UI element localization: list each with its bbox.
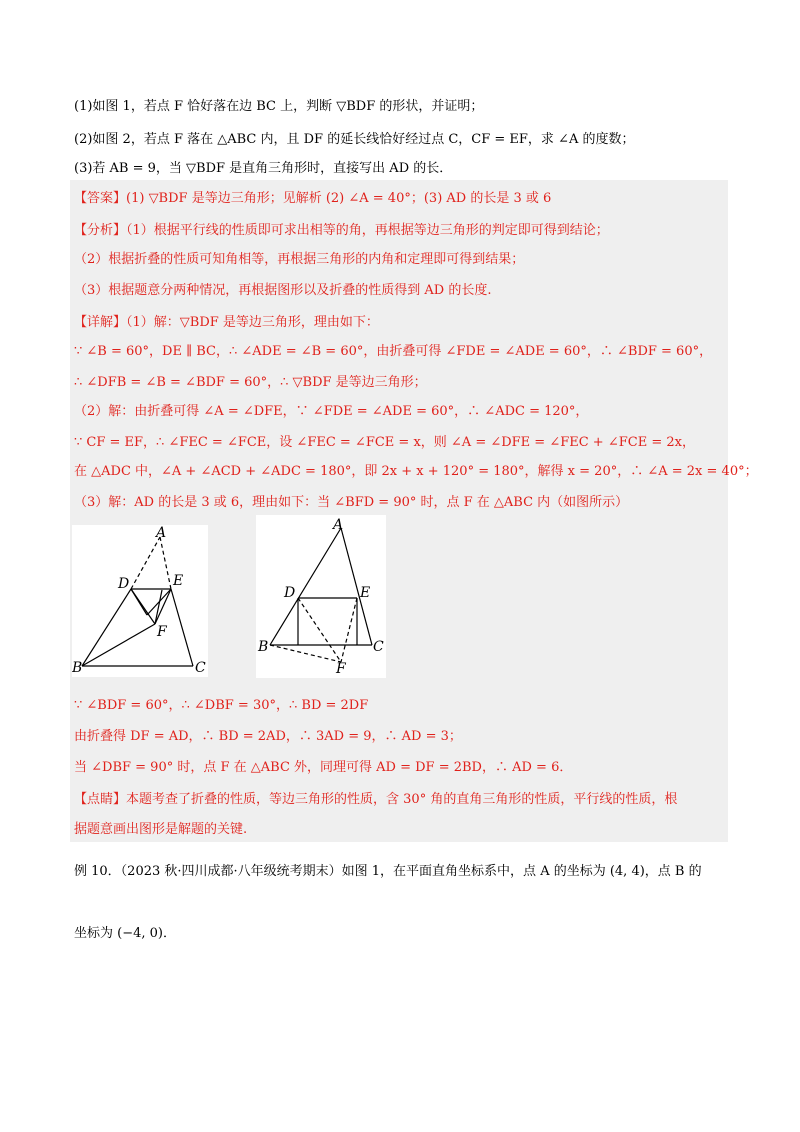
analysis-line-2: （2）根据折叠的性质可知角相等，再根据三角形的内角和定理即可得到结果； (74, 252, 525, 267)
fig2-label-a: A (333, 517, 344, 533)
fig1-label-a: A (156, 525, 167, 541)
analysis-line-3: （3）根据题意分两种情况，再根据图形以及折叠的性质得到 AD 的长度. (74, 283, 492, 298)
comment-line-2: 据题意画出图形是解题的关键. (74, 822, 248, 837)
fig2-label-b: B (258, 639, 269, 655)
answer-line (74, 190, 551, 208)
figure-1 (72, 525, 208, 677)
answer-text: (1) ▽BDF 是等边三角形；见解析 (2) ∠A = 40°；(3) AD 的长是 3 或 6 (126, 191, 552, 206)
question-3: (3)若 AB = 9，当 ▽BDF 是直角三角形时，直接写出 AD 的长． (74, 161, 453, 176)
detail-line-3: ∴ ∠DFB = ∠B = ∠BDF = 60°，∴ ▽BDF 是等边三角形； (74, 375, 427, 390)
example-line-1: 例 10．（2023 秋·四川成都·八年级统考期末）如图 1，在平面直角坐标系中，点 A 的坐标为 (4, 4)，点 B 的 (74, 864, 702, 879)
fig1-label-e: E (173, 573, 184, 589)
detail-line-6: 在 △ADC 中，∠A + ∠ACD + ∠ADC = 180°，即 2x + x + 120° = 180°，解得 x = 20°，∴ ∠A = 2x = 40°； (74, 464, 758, 479)
comment-text-1: 本题考查了折叠的性质，等边三角形的性质，含 30° 角的直角三角形的性质，平行线的性质，根 (126, 792, 678, 807)
figure-2-diagram (256, 515, 386, 678)
detail2-line-1: ∵ ∠BDF = 60°，∴ ∠DBF = 30°，∴ BD = 2DF (74, 698, 369, 713)
question-2: (2)如图 2，若点 F 落在 △ABC 内，且 DF 的延长线恰好经过点 C，CF = EF，求 ∠A 的度数； (74, 132, 635, 147)
fig2-label-f: F (336, 661, 346, 677)
detail-tag: 【详解】 (74, 315, 127, 330)
figure-1-diagram (72, 525, 208, 677)
fig2-label-e: E (360, 585, 371, 601)
detail-line-5: ∵ CF = EF，∴ ∠FEC = ∠FCE，设 ∠FEC = ∠FCE = x，则 ∠A = ∠DFE = ∠FEC + ∠FCE = 2x， (74, 435, 695, 450)
figure-2 (256, 515, 386, 678)
analysis-line-1 (74, 222, 609, 240)
detail-line-7: （3）解：AD 的长是 3 或 6，理由如下：当 ∠BFD = 90° 时，点 F 在 △ABC 内（如图所示） (74, 495, 629, 510)
answer-tag: 【答案】 (74, 191, 127, 206)
detail-line-1 (74, 314, 379, 332)
detail-line-4: （2）解：由折叠可得 ∠A = ∠DFE，∵ ∠FDE = ∠ADE = 60°，∴ ∠ADC = 120°， (74, 404, 589, 419)
detail2-line-3: 当 ∠DBF = 90° 时，点 F 在 △ABC 外，同理可得 AD = DF = 2BD，∴ AD = 6． (74, 760, 573, 775)
detail-line-2: ∵ ∠B = 60°，DE ∥ BC，∴ ∠ADE = ∠B = 60°，由折叠可得 ∠FDE = ∠ADE = 60°，∴ ∠BDF = 60°， (74, 344, 713, 359)
fig1-label-f: F (157, 624, 167, 640)
example-line-2: 坐标为 (−4, 0)． (74, 926, 176, 941)
fig1-label-b: B (72, 660, 83, 676)
fig1-label-d: D (118, 576, 130, 592)
analysis-tag: 【分析】 (74, 223, 127, 238)
fig2-label-d: D (284, 585, 296, 601)
analysis-text-1: （1）根据平行线的性质即可求出相等的角，再根据等边三角形的判定即可得到结论； (126, 223, 609, 238)
fig2-label-c: C (373, 639, 384, 655)
fig1-label-c: C (195, 660, 206, 676)
comment-line-1 (74, 791, 677, 809)
detail2-line-2: 由折叠得 DF = AD，∴ BD = 2AD，∴ 3AD = 9，∴ AD = 3； (74, 729, 462, 744)
question-1: (1)如图 1，若点 F 恰好落在边 BC 上，判断 ▽BDF 的形状，并证明； (74, 99, 484, 114)
comment-tag: 【点睛】 (74, 792, 127, 807)
detail-text-1: （1）解：▽BDF 是等边三角形，理由如下： (126, 315, 379, 330)
